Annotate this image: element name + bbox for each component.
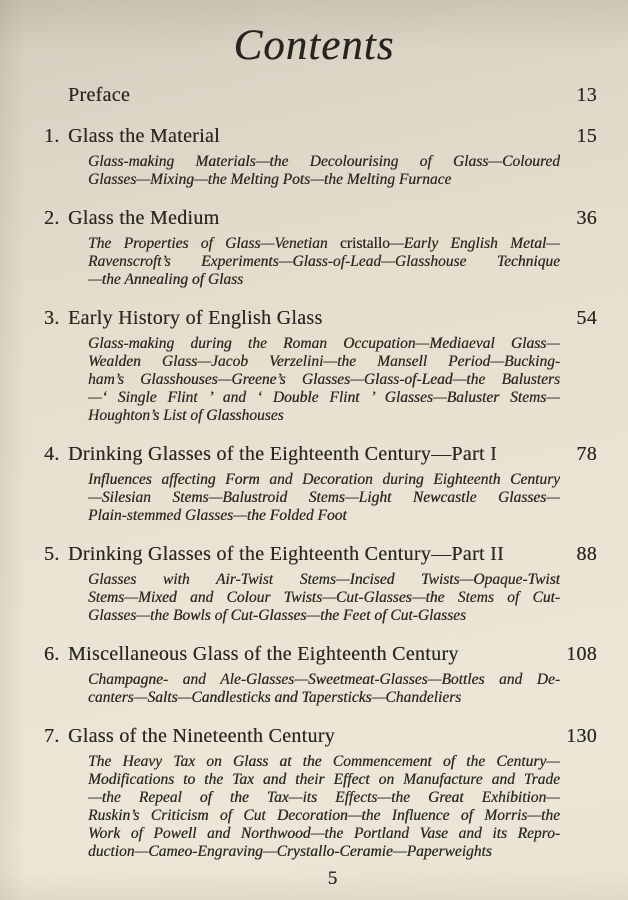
chapter-summary — [88, 671, 560, 707]
roman-term: cristallo — [339, 235, 390, 252]
chapter-number: 7. — [44, 725, 60, 747]
toc-entry — [44, 125, 597, 189]
table-of-contents — [0, 70, 628, 890]
summary-line: The Heavy Tax on Glass at the Commencement of the Century— — [88, 753, 560, 770]
toc-entry — [44, 725, 597, 861]
toc-entry-preface — [68, 84, 597, 107]
toc-entry — [44, 443, 597, 525]
chapter-title: Drinking Glasses of the Eighteenth Century—Part I — [68, 443, 498, 465]
toc-entry — [44, 643, 597, 707]
summary-line: Modifications to the Tax and their Effect on Manufacture and Trade — [88, 771, 560, 788]
chapter-heading — [44, 207, 220, 230]
page-number: 36 — [576, 207, 597, 229]
toc-entry — [44, 543, 597, 625]
chapter-number: 3. — [44, 307, 60, 329]
page-number: 54 — [576, 307, 597, 329]
summary-line: duction—Cameo-Engraving—Crystallo-Ceramie—Paperweights — [88, 843, 492, 860]
chapter-summary — [88, 335, 560, 425]
summary-line: Plain-stemmed Glasses—the Folded Foot — [88, 507, 347, 524]
toc-entry — [44, 207, 597, 289]
summary-line: Ruskin’s Criticism of Cut Decoration—the Influence of Morris—the — [88, 807, 560, 824]
chapter-title: Glass the Medium — [68, 207, 220, 229]
summary-line: Wealden Glass—Jacob Verzelini—the Mansell Period—Bucking- — [88, 353, 560, 370]
chapter-title: Drinking Glasses of the Eighteenth Century—Part II — [68, 543, 505, 565]
page-number: 130 — [566, 725, 597, 747]
chapter-heading — [44, 307, 323, 330]
summary-line: Ravenscroft’s Experiments—Glass-of-Lead—Glasshouse Technique — [88, 253, 560, 270]
summary-line: Glass-making Materials—the Decolourising of Glass—Coloured — [88, 153, 560, 170]
summary-line: Work of Powell and Northwood—the Portland Vase and its Repro- — [88, 825, 560, 842]
chapter-number: 4. — [44, 443, 60, 465]
chapter-heading — [44, 725, 336, 748]
page-number: 88 — [576, 543, 597, 565]
page-number: 78 — [576, 443, 597, 465]
chapter-number: 1. — [44, 125, 60, 147]
chapter-summary — [88, 471, 560, 525]
summary-line: —Silesian Stems—Balustroid Stems—Light Newcastle Glasses— — [88, 489, 560, 506]
summary-line: The Properties of Glass—Venetian cristallo—Early English Metal— — [88, 235, 560, 252]
chapter-number: 2. — [44, 207, 60, 229]
summary-line: Champagne- and Ale-Glasses—Sweetmeat-Glasses—Bottles and De- — [88, 671, 560, 688]
summary-line: —the Annealing of Glass — [88, 271, 244, 288]
summary-line: Glasses with Air-Twist Stems—Incised Twists—Opaque-Twist — [88, 571, 560, 588]
chapter-title: Glass of the Nineteenth Century — [68, 725, 336, 747]
page-number: 13 — [576, 84, 597, 106]
contents-title: Contents — [233, 22, 395, 69]
summary-line: —the Repeal of the Tax—its Effects—the Great Exhibition— — [88, 789, 560, 806]
page-number: 108 — [566, 643, 597, 665]
summary-line: —‘ Single Flint ’ and ‘ Double Flint ’ Glasses—Baluster Stems— — [88, 389, 560, 406]
summary-line: Glass-making during the Roman Occupation—Mediaeval Glass— — [88, 335, 560, 352]
chapter-heading — [44, 443, 498, 466]
summary-line: Glasses—Mixing—the Melting Pots—the Melting Furnace — [88, 171, 452, 188]
chapter-title: Early History of English Glass — [68, 307, 323, 329]
preface-label: Preface — [68, 84, 131, 106]
chapter-number: 5. — [44, 543, 60, 565]
chapter-summary — [88, 235, 560, 289]
toc-entry — [44, 307, 597, 425]
summary-line: Glasses—the Bowls of Cut-Glasses—the Feet of Cut-Glasses — [88, 607, 467, 624]
chapter-title: Miscellaneous Glass of the Eighteenth Century — [68, 643, 459, 665]
chapter-heading — [44, 125, 221, 148]
summary-line: ham’s Glasshouses—Greene’s Glasses—Glass-of-Lead—the Balusters — [88, 371, 560, 388]
chapter-summary — [88, 753, 560, 861]
summary-line: Influences affecting Form and Decoration during Eighteenth Century — [88, 471, 560, 488]
chapter-title: Glass the Material — [68, 125, 221, 147]
chapter-summary — [88, 153, 560, 189]
summary-line: Stems—Mixed and Colour Twists—Cut-Glasses—the Stems of Cut- — [88, 589, 560, 606]
summary-line: canters—Salts—Candlesticks and Tapersticks—Chandeliers — [88, 689, 462, 706]
chapter-number: 6. — [44, 643, 60, 665]
chapter-heading — [44, 543, 505, 566]
chapter-summary — [88, 571, 560, 625]
chapter-heading — [44, 643, 459, 666]
folio-page-number: 5 — [327, 868, 338, 889]
page-number: 15 — [576, 125, 597, 147]
summary-line: Houghton’s List of Glasshouses — [88, 407, 284, 424]
